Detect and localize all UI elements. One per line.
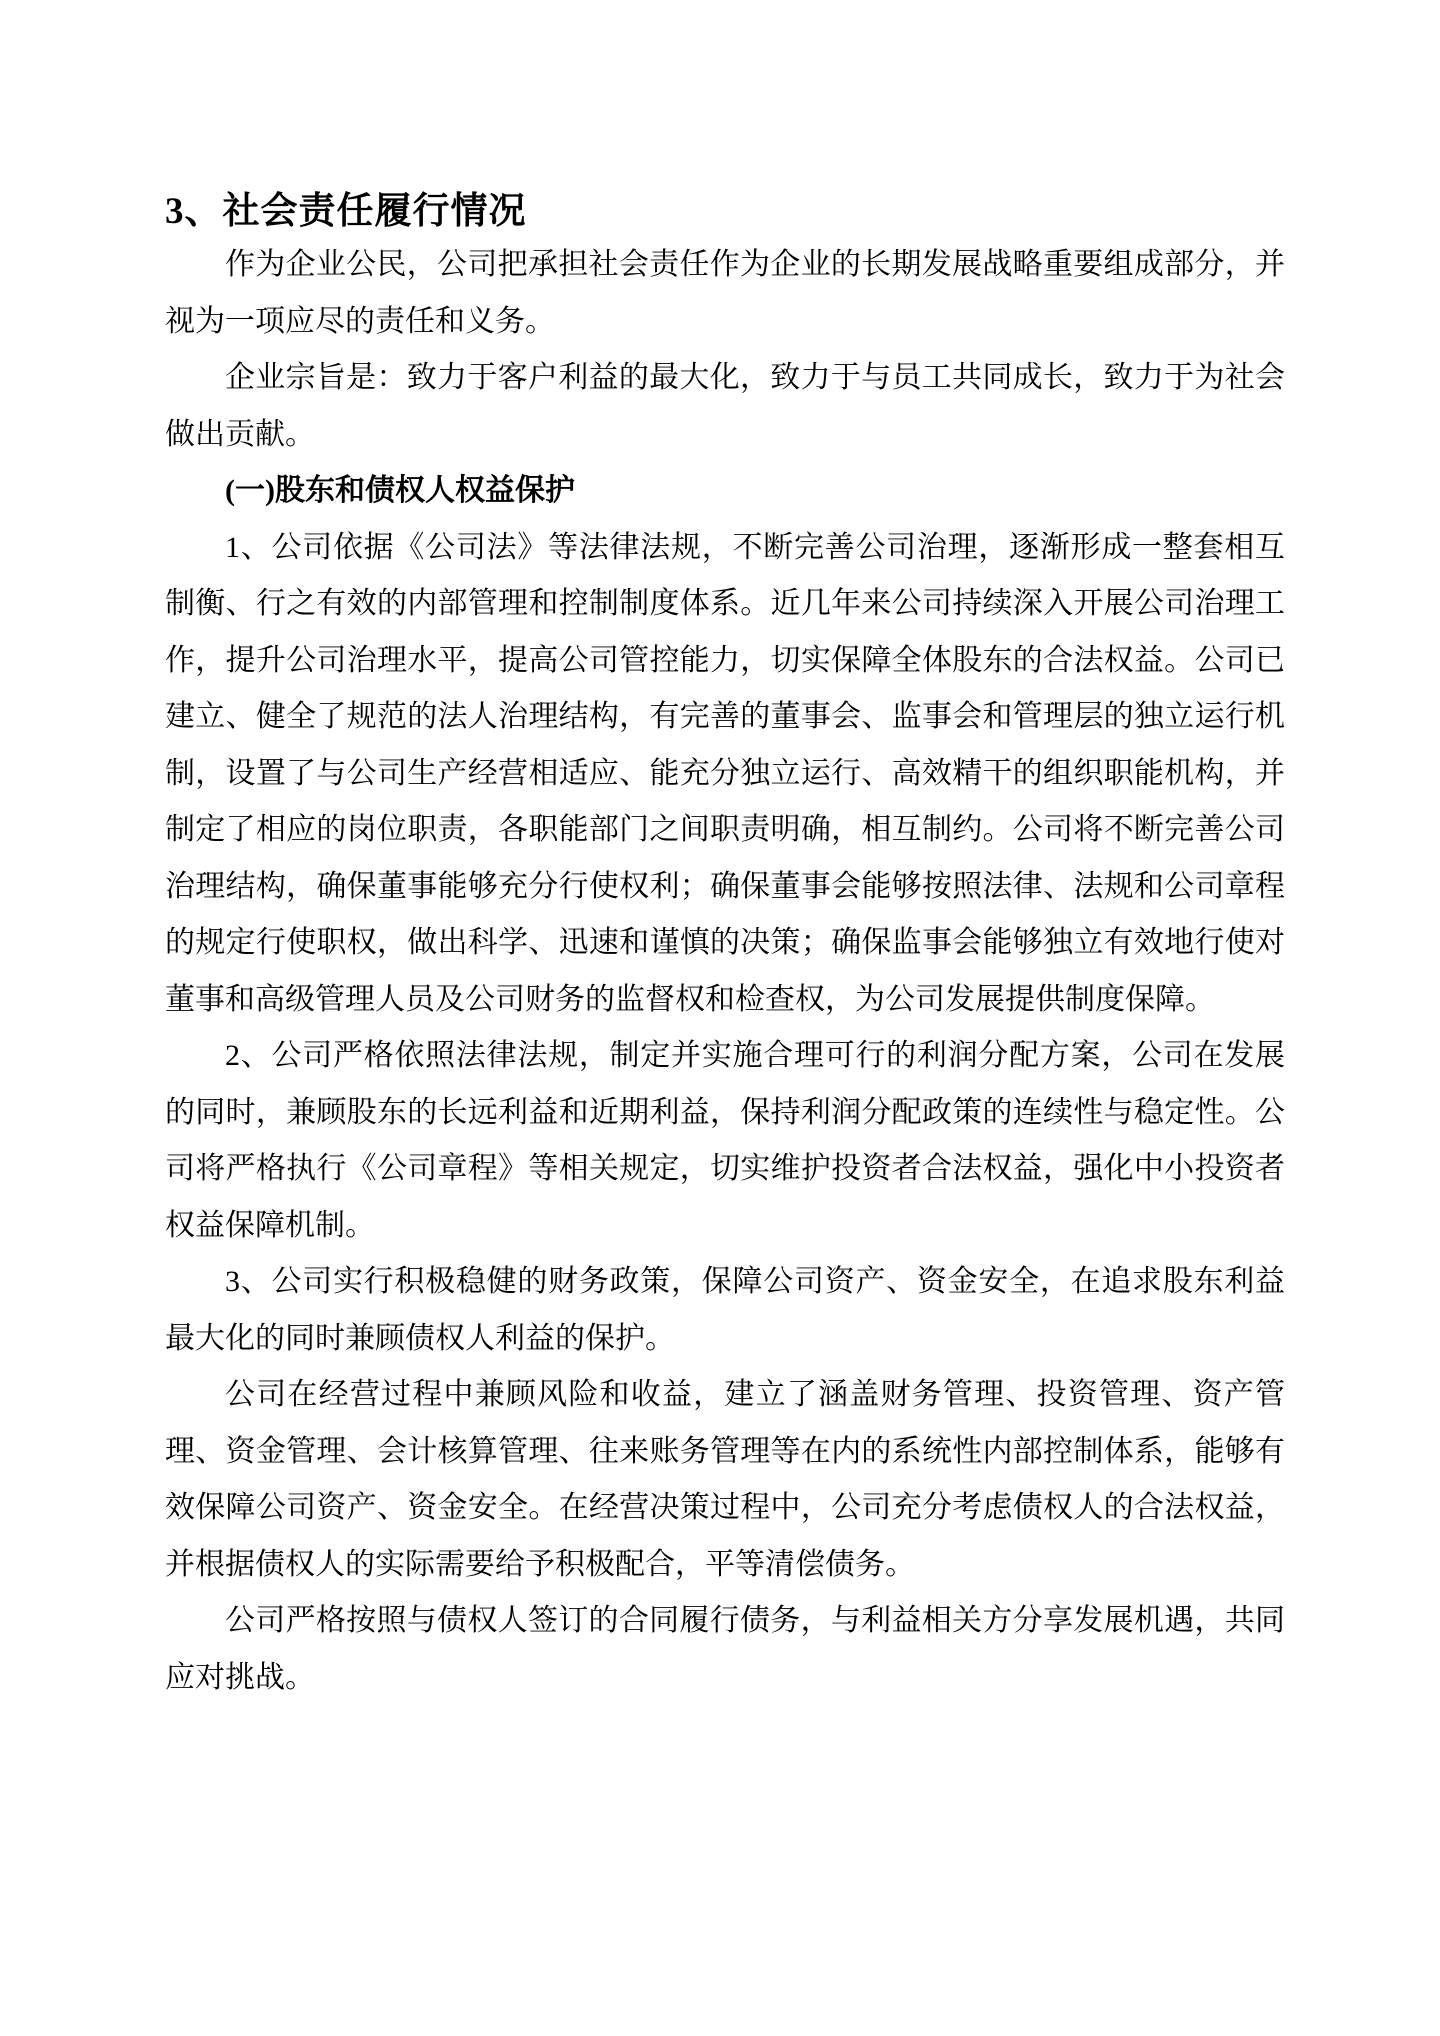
- section-heading: 3、社会责任履行情况: [165, 191, 527, 232]
- paragraph: 公司严格按照与债权人签订的合同履行债务，与利益相关方分享发展机遇，共同应对挑战。: [165, 1604, 1285, 1694]
- paragraph: 公司在经营过程中兼顾风险和收益，建立了涵盖财务管理、投资管理、资产管理、资金管理、会计核算管理、往来账务管理等在内的系统性内部控制体系，能够有效保障公司资产、资金安全。在经营决策过程中，公司充分考虑债权人的合法权益，并根据债权人的实际需要给予积极配合，平等清偿债务。: [165, 1378, 1285, 1581]
- paragraph: 企业宗旨是：致力于客户利益的最大化，致力于与员工共同成长，致力于为社会做出贡献。: [165, 361, 1285, 451]
- document-body: [165, 237, 1285, 1706]
- paragraph: 1、公司依据《公司法》等法律法规，不断完善公司治理，逐渐形成一整套相互制衡、行之有效的内部管理和控制制度体系。近几年来公司持续深入开展公司治理工作，提升公司治理水平，提高公司管控能力，切实保障全体股东的合法权益。公司已建立、健全了规范的法人治理结构，有完善的董事会、监事会和管理层的独立运行机制，设置了与公司生产经营相适应、能充分独立运行、高效精干的组织职能机构，并制定了相应的岗位职责，各职能部门之间职责明确，相互制约。公司将不断完善公司治理结构，确保董事能够充分行使权利；确保董事会能够按照法律、法规和公司章程的规定行使职权，做出科学、迅速和谨慎的决策；确保监事会能够独立有效地行使对董事和高级管理人员及公司财务的监督权和检查权，为公司发展提供制度保障。: [165, 530, 1285, 1016]
- paragraph: 3、公司实行积极稳健的财务政策，保障公司资产、资金安全，在追求股东利益最大化的同时兼顾债权人利益的保护。: [165, 1265, 1285, 1355]
- sub-section-heading: (一)股东和债权人权益保护: [225, 474, 575, 507]
- paragraph: 作为企业公民，公司把承担社会责任作为企业的长期发展战略重要组成部分，并视为一项应尽的责任和义务。: [165, 248, 1285, 338]
- paragraph: 2、公司严格依照法律法规，制定并实施合理可行的利润分配方案，公司在发展的同时，兼顾股东的长远利益和近期利益，保持利润分配政策的连续性与稳定性。公司将严格执行《公司章程》等相关规定，切实维护投资者合法权益，强化中小投资者权益保障机制。: [165, 1039, 1285, 1242]
